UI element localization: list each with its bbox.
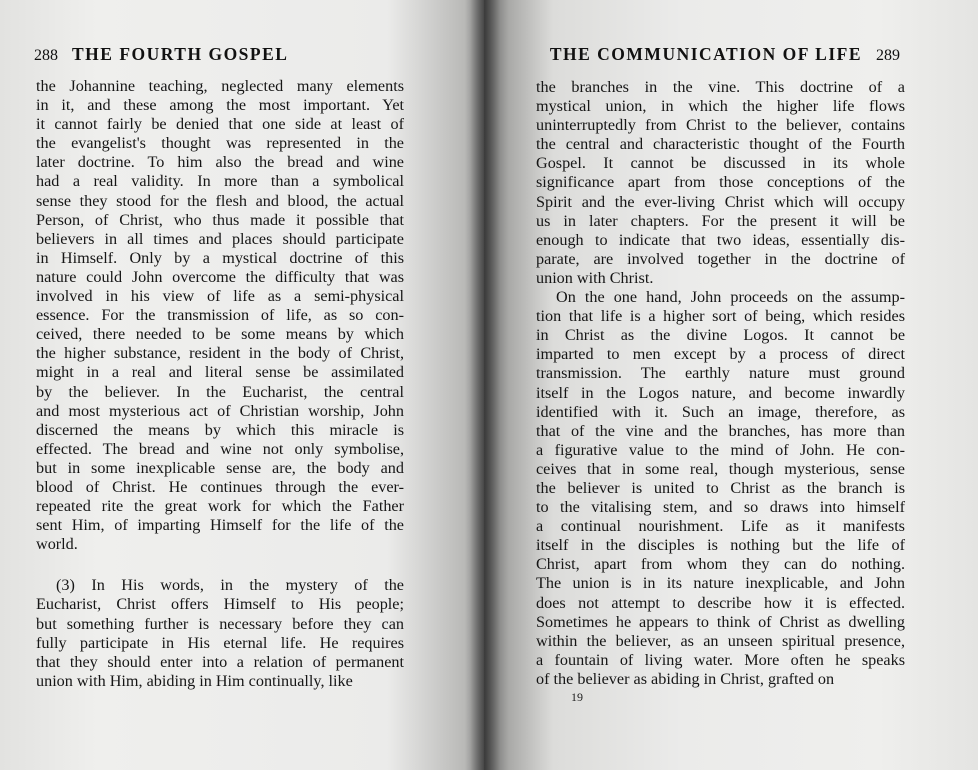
text-line: a figurative value to the mind of John. He con- — [536, 440, 905, 459]
left-body-text — [36, 77, 404, 691]
text-line: but in some inexplicable sense are, the body and — [36, 458, 404, 477]
text-line: transmission. The earthly nature must ground — [536, 364, 905, 383]
text-line: repeated rite the great work for which the Father — [36, 497, 404, 516]
text-line: Spirit and the ever-living Christ which will occupy — [536, 192, 905, 211]
text-line: The union is in its nature inexplicable, and John — [536, 574, 905, 593]
text-line: it cannot fairly be denied that one side at least of — [36, 115, 404, 134]
text-line: that they should enter into a relation of permanent — [36, 652, 404, 671]
text-line: but something further is necessary before they can — [36, 614, 404, 633]
text-line: significance apart from those conceptions of the — [536, 173, 905, 192]
text-line: fully participate in His eternal life. He requires — [36, 633, 404, 652]
text-line: Christ, apart from whom they can do nothing. — [536, 555, 905, 574]
right-running-title: THE COMMUNICATION OF LIFE — [549, 44, 862, 64]
text-line: identified with it. Such an image, therefore, as — [536, 402, 905, 421]
text-line: Gospel. It cannot be discussed in its whole — [536, 154, 905, 173]
text-line: uninterruptedly from Christ to the believer, contains — [536, 116, 905, 135]
gutter-shadow — [470, 0, 500, 770]
text-line: the Johannine teaching, neglected many elements — [36, 77, 404, 95]
text-line: the higher substance, resident in the body of Christ, — [36, 344, 404, 363]
text-line: a fountain of living water. More often he speaks — [536, 650, 905, 669]
text-line: of the believer as abiding in Christ, grafted on — [536, 669, 835, 688]
text-line: to the vitalising stem, and so draws into himself — [536, 498, 905, 517]
text-line: On the one hand, John proceeds on the assump- — [556, 288, 905, 307]
text-line: imparted to men except by a process of direct — [536, 345, 905, 364]
text-line: Sometimes he appears to think of Christ as dwelling — [536, 612, 905, 631]
text-line: enough to indicate that two ideas, essentially dis- — [536, 230, 905, 249]
left-running-head — [34, 44, 288, 65]
text-line: itself in the disciples is nothing but the life of — [536, 536, 905, 555]
text-line: blood of Christ. He continues through the ever- — [36, 477, 404, 496]
text-line: nature could John overcome the difficulty that was — [36, 267, 404, 286]
text-line: does not attempt to describe how it is effected. — [536, 593, 905, 612]
text-line: us in later chapters. For the present it will be — [536, 211, 905, 230]
text-line: involved in his view of life as a semi-physical — [36, 287, 404, 306]
right-paragraph-2 — [536, 288, 905, 689]
text-line: essence. For the transmission of life, as so con- — [36, 306, 404, 325]
signature-mark: 19 — [571, 690, 583, 704]
right-paragraph-1 — [536, 78, 905, 288]
text-line: believers in all times and places should participate — [36, 229, 404, 248]
left-paragraph-1 — [36, 77, 404, 554]
left-page — [0, 0, 484, 770]
left-running-title: THE FOURTH GOSPEL — [72, 44, 289, 64]
text-line: within the believer, as an unseen spiritual presence, — [536, 631, 905, 650]
text-line: in it, and these among the most important. Yet — [36, 96, 404, 115]
text-line: ceives that in some real, though mysterious, sense — [536, 459, 905, 478]
text-line: discerned the means by which this miracle is — [36, 420, 404, 439]
text-line: sent Him, of imparting Himself for the life of the — [36, 516, 404, 535]
text-line: had a real validity. In more than a symbolical — [36, 172, 404, 191]
text-line: might in a real and literal sense be assimilated — [36, 363, 404, 382]
text-line: the evangelist's thought was represented in the — [36, 134, 404, 153]
text-line: Eucharist, Christ offers Himself to His people; — [36, 595, 404, 614]
left-paragraph-2 — [36, 576, 404, 691]
text-line: the branches in the vine. This doctrine of a — [536, 78, 905, 96]
text-line: in Himself. Only by a mystical doctrine of this — [36, 248, 404, 267]
text-line: union with Christ. — [536, 268, 654, 287]
text-line: ceived, there needed to be some means by which — [36, 325, 404, 344]
text-line: parate, are involved together in the doctrine of — [536, 249, 905, 268]
text-line: Person, of Christ, who thus made it possible that — [36, 210, 404, 229]
text-line: effected. The bread and wine not only symbolise, — [36, 439, 404, 458]
right-running-head — [550, 44, 900, 65]
right-page-number: 289 — [876, 47, 900, 64]
text-line: world. — [36, 535, 78, 554]
text-line: by the believer. In the Eucharist, the central — [36, 382, 404, 401]
paragraph-gap — [36, 554, 404, 576]
text-line: (3) In His words, in the mystery of the — [56, 576, 404, 595]
text-line: mystical union, in which the higher life flows — [536, 97, 905, 116]
text-line: later doctrine. To him also the bread and wine — [36, 153, 404, 172]
text-line: union with Him, abiding in Him continually, like — [36, 671, 353, 690]
text-line: in Christ as the divine Logos. It cannot be — [536, 326, 905, 345]
text-line: sense they stood for the flesh and blood, the actual — [36, 191, 404, 210]
text-line: the central and characteristic thought of the Fourth — [536, 135, 905, 154]
text-line: the believer is united to Christ as the branch is — [536, 478, 905, 497]
right-body-text — [536, 78, 905, 689]
text-line: tion that life is a higher sort of being, which resides — [536, 307, 905, 326]
text-line: itself in the Logos nature, and become inwardly — [536, 383, 905, 402]
text-line: that of the vine and the branches, has more than — [536, 421, 905, 440]
text-line: a continual nourishment. Life as it manifests — [536, 517, 905, 536]
left-page-number: 288 — [34, 47, 58, 64]
right-page — [484, 0, 978, 770]
text-line: and most mysterious act of Christian worship, John — [36, 401, 404, 420]
